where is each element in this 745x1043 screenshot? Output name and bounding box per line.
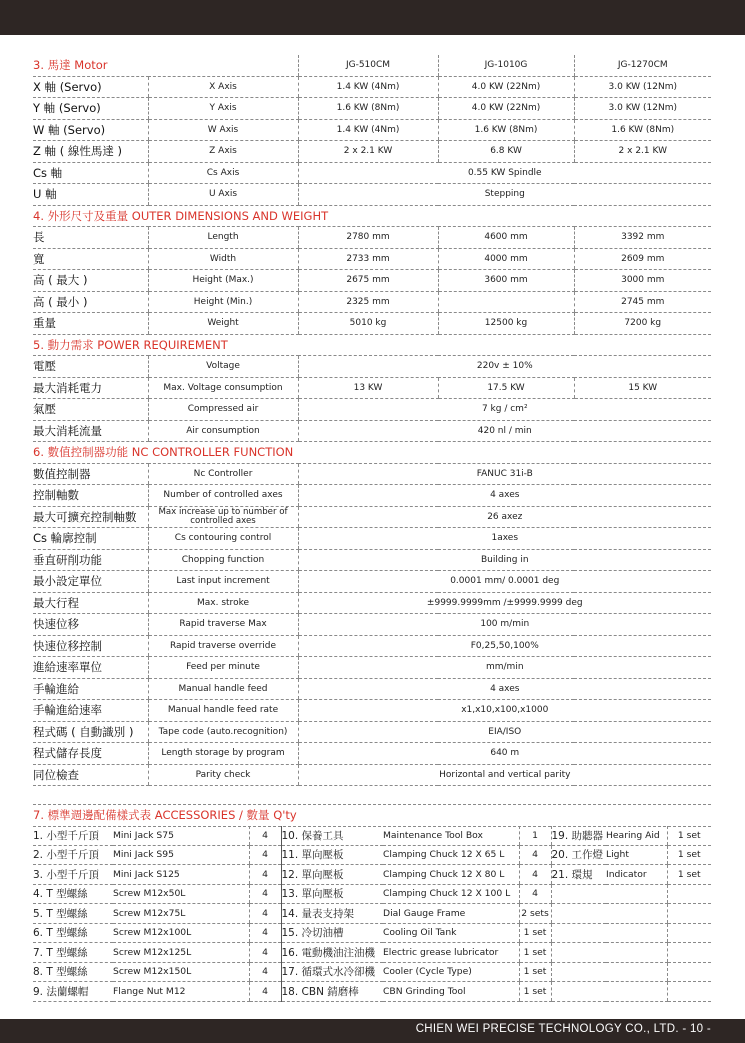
spec-label-zh: 進給速率單位 [33, 657, 148, 679]
spec-label-zh: 程式儲存長度 [33, 743, 148, 765]
spec-label-en-text: Rapid traverse override [169, 640, 277, 651]
accessory-empty [606, 962, 667, 982]
accessory-name-zh: 13. 單向壓板 [281, 884, 383, 904]
accessory-name-zh: 20. 工作燈 [551, 845, 606, 865]
spec-row [33, 485, 711, 507]
accessory-qty: 1 set [519, 982, 551, 1002]
spec-label-en-text: Compressed air [187, 404, 259, 415]
spec-label-en [148, 571, 298, 593]
spec-label-en [148, 485, 298, 507]
spec-label-en [148, 721, 298, 743]
top-bar [0, 0, 745, 35]
spec-row [33, 227, 711, 249]
accessory-empty [667, 982, 711, 1002]
accessory-row [33, 884, 711, 904]
spec-label-zh: 程式碼 ( 自動識別 ) [33, 721, 148, 743]
accessory-name-zh: 8. T 型螺絲 [33, 962, 113, 982]
spec-row [33, 270, 711, 292]
spec-value: 4 axes [298, 678, 711, 700]
spec-label-en-text: Tape code (auto.recognition) [158, 726, 288, 737]
accessory-qty: 4 [249, 904, 281, 924]
accessory-name-zh: 6. T 型螺絲 [33, 923, 113, 943]
accessory-name-zh: 12. 單向壓板 [281, 865, 383, 885]
spec-value: 2780 mm [298, 227, 438, 249]
spec-label-en-text: Max. Voltage consumption [163, 382, 283, 393]
spec-label-en-text: Air consumption [186, 425, 260, 436]
spec-value: 0.55 KW Spindle [298, 162, 711, 184]
accessory-name-en: Dial Gauge Frame [383, 904, 519, 924]
spec-value: Building in [298, 549, 711, 571]
spec-label-en-text: Y Axis [209, 103, 237, 114]
spec-row [33, 377, 711, 399]
spec-value: 1.6 KW (8Nm) [298, 98, 438, 120]
spec-value: 0.0001 mm/ 0.0001 deg [298, 571, 711, 593]
spec-label-zh: 垂直研削功能 [33, 549, 148, 571]
spec-label-en [148, 528, 298, 550]
accessory-empty [667, 923, 711, 943]
accessory-row [33, 904, 711, 924]
spec-value: 2609 mm [574, 248, 711, 270]
spec-value: 13 KW [298, 377, 438, 399]
spec-value: Horizontal and vertical parity [298, 764, 711, 786]
accessory-name-en: Screw M12x150L [113, 962, 249, 982]
spec-label-en [148, 592, 298, 614]
accessory-name-en: Light [606, 845, 667, 865]
spec-row [33, 463, 711, 485]
accessory-qty: 4 [249, 943, 281, 963]
accessory-name-en: Mini Jack S75 [113, 826, 249, 845]
spec-value: 1.4 KW (4Nm) [298, 76, 438, 98]
accessory-qty: 2 sets [519, 904, 551, 924]
spec-label-en [148, 184, 298, 206]
spec-value: 15 KW [574, 377, 711, 399]
spec-label-zh: 高 ( 最大 ) [33, 270, 148, 292]
accessory-empty [667, 962, 711, 982]
accessory-name-zh: 21. 環規 [551, 865, 606, 885]
spec-label-en-text: Chopping function [181, 554, 265, 565]
spec-label-en-text: X Axis [209, 81, 237, 92]
accessory-name-en: CBN Grinding Tool [383, 982, 519, 1002]
spec-value: mm/min [298, 657, 711, 679]
spec-value [438, 291, 574, 313]
model-name: JG-1270CM [574, 55, 711, 76]
section-header-row [33, 334, 711, 356]
footer-text: CHIEN WEI PRECISE TECHNOLOGY CO., LTD. - 10 - [415, 1023, 711, 1035]
spec-label-en [148, 356, 298, 378]
spec-value: 3392 mm [574, 227, 711, 249]
spec-value: 3600 mm [438, 270, 574, 292]
spec-label-zh: 手輪進給速率 [33, 700, 148, 722]
spec-label-zh: 同位檢查 [33, 764, 148, 786]
spec-label-zh: Y 軸 (Servo) [33, 98, 148, 120]
spec-label-zh: 控制軸數 [33, 485, 148, 507]
spec-row [33, 141, 711, 163]
accessory-name-zh: 3. 小型千斤頂 [33, 865, 113, 885]
spec-row [33, 657, 711, 679]
spec-label-en-text: Parity check [195, 769, 251, 780]
accessory-name-en: Mini Jack S125 [113, 865, 249, 885]
accessory-name-zh: 14. 量表支持架 [281, 904, 383, 924]
accessory-qty: 4 [249, 865, 281, 885]
spec-label-en-text: U Axis [208, 189, 238, 200]
spec-label-en-text: Manual handle feed rate [167, 705, 279, 716]
accessory-qty: 4 [249, 923, 281, 943]
spec-row [33, 76, 711, 98]
spec-label-en-text: Z Axis [209, 146, 237, 157]
spec-value: 2745 mm [574, 291, 711, 313]
accessory-empty [551, 943, 606, 963]
accessory-name-en: Maintenance Tool Box [383, 826, 519, 845]
spec-label-zh: 最大消耗電力 [33, 377, 148, 399]
spec-label-zh: 快速位移 [33, 614, 148, 636]
spec-label-en-text: Voltage [206, 361, 240, 372]
accessory-empty [551, 923, 606, 943]
accessory-qty: 1 set [667, 865, 711, 885]
accessory-row [33, 865, 711, 885]
spec-label-en [148, 420, 298, 442]
spec-table [33, 55, 711, 786]
spec-value: 4600 mm [438, 227, 574, 249]
spec-label-en [148, 700, 298, 722]
accessory-qty: 1 set [667, 826, 711, 845]
spec-row [33, 313, 711, 335]
spec-label-en [148, 764, 298, 786]
spec-label-en [148, 270, 298, 292]
spec-value: 2675 mm [298, 270, 438, 292]
spec-value: 26 axez [298, 506, 711, 528]
accessory-name-en: Mini Jack S95 [113, 845, 249, 865]
spec-label-en [148, 313, 298, 335]
spec-label-en-text: Feed per minute [186, 662, 260, 673]
spec-value: Stepping [298, 184, 711, 206]
accessory-qty: 4 [519, 884, 551, 904]
accessory-name-zh: 11. 單向壓板 [281, 845, 383, 865]
spec-label-zh: 最大行程 [33, 592, 148, 614]
accessory-empty [606, 982, 667, 1002]
spec-label-zh: 電壓 [33, 356, 148, 378]
spec-label-en-text: W Axis [207, 124, 239, 135]
spec-row [33, 356, 711, 378]
accessory-qty: 1 set [667, 845, 711, 865]
spec-label-zh: 長 [33, 227, 148, 249]
spec-value: 1axes [298, 528, 711, 550]
spec-label-zh: 最小設定單位 [33, 571, 148, 593]
spec-label-en-text: Length [207, 232, 239, 243]
spec-row [33, 721, 711, 743]
spec-label-en-text: controlled axes [190, 515, 256, 526]
accessory-empty [551, 982, 606, 1002]
accessory-qty: 4 [249, 982, 281, 1002]
spec-value: 5010 kg [298, 313, 438, 335]
accessory-name-en: Clamping Chuck 12 X 80 L [383, 865, 519, 885]
accessory-name-zh: 17. 循環式水冷卻機 [281, 962, 383, 982]
accessory-empty [606, 904, 667, 924]
spec-value: 2 x 2.1 KW [298, 141, 438, 163]
spec-value: F0,25,50,100% [298, 635, 711, 657]
spec-label-en [148, 119, 298, 141]
spec-label-en [148, 399, 298, 421]
spec-row [33, 98, 711, 120]
spec-label-zh: 數值控制器 [33, 463, 148, 485]
spec-label-zh: W 軸 (Servo) [33, 119, 148, 141]
spec-row [33, 678, 711, 700]
accessory-name-en: Screw M12x125L [113, 943, 249, 963]
spec-row [33, 506, 711, 528]
spec-value: 12500 kg [438, 313, 574, 335]
spec-value: 3.0 KW (12Nm) [574, 98, 711, 120]
accessory-name-en: Screw M12x50L [113, 884, 249, 904]
spec-label-en-text: Height (Max.) [192, 275, 254, 286]
accessory-name-en: Cooler (Cycle Type) [383, 962, 519, 982]
accessory-name-en: Screw M12x75L [113, 904, 249, 924]
spec-value: 1.4 KW (4Nm) [298, 119, 438, 141]
spec-row [33, 184, 711, 206]
accessory-qty: 4 [249, 962, 281, 982]
accessory-qty: 4 [249, 884, 281, 904]
accessory-empty [606, 923, 667, 943]
spec-label-en [148, 678, 298, 700]
spec-label-en-text: Width [209, 253, 237, 264]
spec-row [33, 549, 711, 571]
spec-label-en [148, 377, 298, 399]
accessory-row [33, 826, 711, 845]
accessory-qty: 4 [519, 845, 551, 865]
accessory-name-en: Electric grease lubricator [383, 943, 519, 963]
spec-label-zh: Cs 輪廓控制 [33, 528, 148, 550]
accessory-empty [606, 884, 667, 904]
spec-row [33, 743, 711, 765]
accessory-empty [551, 884, 606, 904]
spec-row [33, 764, 711, 786]
accessory-row [33, 962, 711, 982]
accessory-name-en: Cooling Oil Tank [383, 923, 519, 943]
accessory-qty: 1 set [519, 943, 551, 963]
accessory-empty [667, 904, 711, 924]
accessory-empty [667, 884, 711, 904]
accessory-qty: 1 set [519, 923, 551, 943]
accessory-name-en: Clamping Chuck 12 X 100 L [383, 884, 519, 904]
spec-label-zh: 高 ( 最小 ) [33, 291, 148, 313]
spec-label-en [148, 743, 298, 765]
accessory-qty: 1 set [519, 962, 551, 982]
spec-label-zh: 快速位移控制 [33, 635, 148, 657]
spec-value: 4.0 KW (22Nm) [438, 98, 574, 120]
spec-value: 640 m [298, 743, 711, 765]
spec-value: 1.6 KW (8Nm) [438, 119, 574, 141]
section-header-row [33, 442, 711, 464]
spec-label-zh: U 軸 [33, 184, 148, 206]
accessory-name-zh: 7. T 型螺絲 [33, 943, 113, 963]
spec-value: 4000 mm [438, 248, 574, 270]
spec-value: 3000 mm [574, 270, 711, 292]
spec-row [33, 248, 711, 270]
accessory-name-zh: 9. 法蘭螺帽 [33, 982, 113, 1002]
spec-value: 3.0 KW (12Nm) [574, 76, 711, 98]
spec-row [33, 592, 711, 614]
spec-label-en [148, 248, 298, 270]
accessory-name-zh: 4. T 型螺絲 [33, 884, 113, 904]
spec-row [33, 162, 711, 184]
accessories-table [33, 826, 711, 1002]
accessory-name-zh: 16. 電動機油注油機 [281, 943, 383, 963]
accessory-qty: 4 [519, 865, 551, 885]
spec-label-en [148, 463, 298, 485]
spec-label-en [148, 614, 298, 636]
spec-label-zh: 寬 [33, 248, 148, 270]
spec-value: 2 x 2.1 KW [574, 141, 711, 163]
accessory-name-zh: 19. 助聽器 [551, 826, 606, 845]
spec-label-en-text: Cs Axis [206, 167, 240, 178]
spec-value: EIA/ISO [298, 721, 711, 743]
footer-bar [0, 1019, 745, 1043]
spec-label-en-text: Length storage by program [161, 748, 285, 759]
spec-label-en [148, 162, 298, 184]
spec-label-zh: Cs 軸 [33, 162, 148, 184]
accessory-name-en: Clamping Chuck 12 X 65 L [383, 845, 519, 865]
spec-row [33, 399, 711, 421]
spec-label-en-text: Height (Min.) [193, 296, 253, 307]
spec-label-zh: 重量 [33, 313, 148, 335]
spec-label-en [148, 141, 298, 163]
spec-row [33, 119, 711, 141]
accessory-name-zh: 2. 小型千斤頂 [33, 845, 113, 865]
accessory-name-zh: 15. 冷切油槽 [281, 923, 383, 943]
spec-label-en [148, 98, 298, 120]
spec-value: 220v ± 10% [298, 356, 711, 378]
spec-value: 6.8 KW [438, 141, 574, 163]
accessory-empty [551, 962, 606, 982]
spec-label-en-text: Weight [207, 318, 239, 329]
spec-label-en [148, 635, 298, 657]
spec-label-en [148, 506, 298, 528]
spec-row [33, 571, 711, 593]
accessory-row [33, 943, 711, 963]
spec-value: 17.5 KW [438, 377, 574, 399]
spec-label-en [148, 549, 298, 571]
spec-value: 2325 mm [298, 291, 438, 313]
spec-row [33, 614, 711, 636]
spec-label-en-text: Rapid traverse Max [179, 619, 267, 630]
section-title: 6. 數值控制器功能 NC CONTROLLER FUNCTION [33, 442, 711, 464]
accessory-qty: 4 [249, 845, 281, 865]
spec-value: 2733 mm [298, 248, 438, 270]
spec-label-en-text: Number of controlled axes [163, 490, 283, 501]
accessory-row [33, 845, 711, 865]
accessory-empty [551, 904, 606, 924]
spec-label-zh: 最大消耗流量 [33, 420, 148, 442]
accessory-row [33, 982, 711, 1002]
spec-row [33, 700, 711, 722]
accessory-qty: 1 [519, 826, 551, 845]
spec-label-en-text: Max increase up to number of [158, 506, 288, 517]
spec-value: 420 nl / min [298, 420, 711, 442]
spec-label-zh: Z 軸 ( 線性馬達 ) [33, 141, 148, 163]
spec-label-en-text: Max. stroke [197, 597, 249, 608]
spec-value: 7 kg / cm² [298, 399, 711, 421]
accessory-row [33, 923, 711, 943]
model-name: JG-510CM [298, 55, 438, 76]
spec-value: 4 axes [298, 485, 711, 507]
spec-label-en [148, 291, 298, 313]
spec-value: 7200 kg [574, 313, 711, 335]
accessory-name-en: Indicator [606, 865, 667, 885]
spec-value: 4.0 KW (22Nm) [438, 76, 574, 98]
accessory-name-zh: 1. 小型千斤頂 [33, 826, 113, 845]
spec-label-en [148, 657, 298, 679]
spec-value: 100 m/min [298, 614, 711, 636]
accessory-name-en: Flange Nut M12 [113, 982, 249, 1002]
model-name: JG-1010G [438, 55, 574, 76]
spec-label-en-text: Last input increment [176, 576, 270, 587]
accessories-title: 7. 標準週邊配備樣式表 ACCESSORIES / 數量 Q'ty [33, 804, 711, 827]
section-title: 4. 外形尺寸及重量 OUTER DIMENSIONS AND WEIGHT [33, 205, 711, 227]
spec-value: ±9999.9999mm /±9999.9999 deg [298, 592, 711, 614]
spec-row [33, 420, 711, 442]
accessory-empty [606, 943, 667, 963]
section-header-row [33, 55, 711, 76]
spec-label-en-text: Nc Controller [193, 468, 253, 479]
accessory-name-zh: 10. 保養工具 [281, 826, 383, 845]
accessory-empty [667, 943, 711, 963]
spec-row [33, 291, 711, 313]
spec-label-en [148, 227, 298, 249]
spec-label-en-text: Manual handle feed [178, 683, 268, 694]
accessory-name-zh: 5. T 型螺絲 [33, 904, 113, 924]
accessory-name-zh: 18. CBN 錆磨棒 [281, 982, 383, 1002]
accessory-qty: 4 [249, 826, 281, 845]
spec-value: FANUC 31i-B [298, 463, 711, 485]
accessory-name-en: Screw M12x100L [113, 923, 249, 943]
spec-label-en [148, 76, 298, 98]
spec-label-en-text: Cs contouring control [174, 533, 272, 544]
section-header-row [33, 205, 711, 227]
spec-label-zh: 氣壓 [33, 399, 148, 421]
spec-label-zh: 最大可擴充控制軸數 [33, 506, 148, 528]
spec-row [33, 528, 711, 550]
spec-value: 1.6 KW (8Nm) [574, 119, 711, 141]
spec-value: x1,x10,x100,x1000 [298, 700, 711, 722]
section-title: 3. 馬達 Motor [33, 55, 298, 76]
spec-label-zh: X 軸 (Servo) [33, 76, 148, 98]
section-title: 5. 動力需求 POWER REQUIREMENT [33, 334, 711, 356]
spec-label-zh: 手輪進給 [33, 678, 148, 700]
spec-row [33, 635, 711, 657]
accessory-name-en: Hearing Aid [606, 826, 667, 845]
